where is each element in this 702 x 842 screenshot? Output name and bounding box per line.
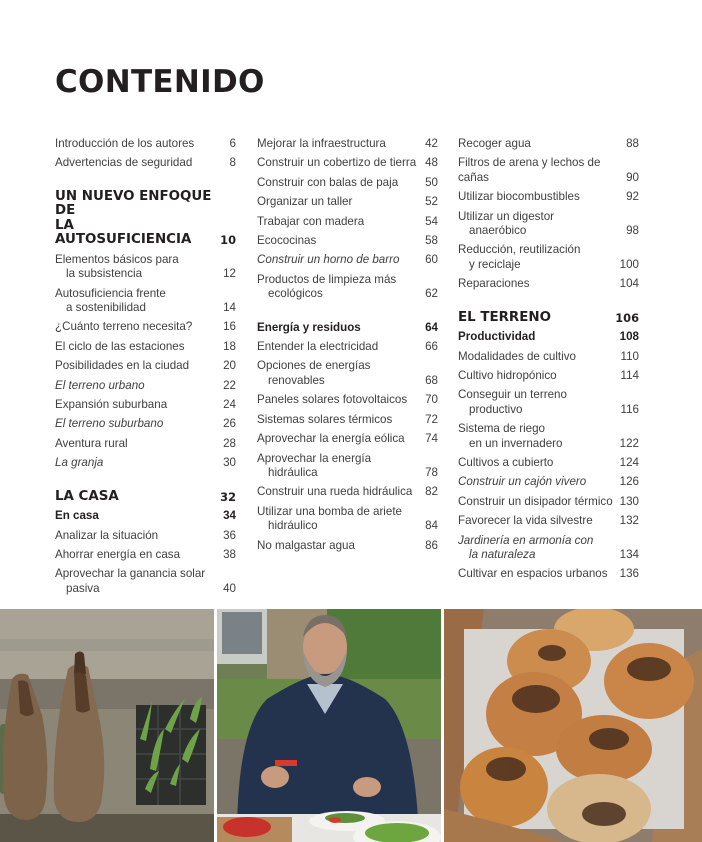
toc-entry-title-line1: Conseguir un terreno (458, 388, 567, 402)
toc-entry-title-line2: y reciclaje (469, 257, 521, 271)
toc-entry[interactable] (458, 534, 639, 563)
toc-page-number: 78 (425, 465, 438, 479)
toc-entry-title-line2: productivo (469, 402, 523, 416)
toc-entry-title-line1: En casa (55, 509, 99, 523)
toc-entry-title-line1: La granja (55, 456, 104, 470)
toc-entry-title (257, 234, 425, 248)
toc-entry-title-line1: Elementos básicos para (55, 252, 179, 266)
toc-entry[interactable] (55, 253, 236, 282)
toc-entry-title (458, 388, 621, 417)
toc-entry-title-line1: El ciclo de las estaciones (55, 339, 185, 353)
toc-entry[interactable] (458, 456, 639, 470)
toc-entry[interactable] (257, 273, 438, 302)
toc-entry-title (55, 156, 230, 170)
toc-page-number: 86 (425, 538, 438, 552)
toc-page-number: 24 (223, 398, 236, 412)
toc-entry[interactable] (257, 137, 438, 151)
section-spacer (55, 476, 236, 490)
toc-entry-title (55, 320, 223, 334)
toc-page-number: 124 (619, 456, 639, 469)
toc-page-number: 14 (223, 301, 236, 315)
toc-entry-title (458, 369, 621, 383)
toc-page-number: 90 (626, 170, 639, 184)
toc-page-number: 42 (425, 137, 438, 150)
toc-entry-title-line1: Cultivar en espacios urbanos (458, 567, 608, 581)
toc-entry-title (458, 456, 620, 470)
toc-entry-title (257, 215, 425, 229)
toc-page-number: 40 (223, 581, 236, 595)
toc-entry[interactable] (55, 137, 236, 151)
toc-entry-title-line1: Organizar un taller (257, 195, 353, 209)
toc-entry-title-line1: Recoger agua (458, 137, 531, 150)
toc-entry[interactable] (257, 215, 438, 229)
toc-entry[interactable] (55, 417, 236, 431)
toc-entry-title-line2: renovables (268, 373, 325, 387)
toc-entry-title-line1: Aprovechar la energía eólica (257, 432, 405, 446)
toc-entry-title (458, 350, 621, 364)
toc-page-number: 132 (619, 514, 639, 528)
toc-page-number: 20 (223, 359, 236, 373)
page-title: CONTENIDO (55, 64, 265, 100)
toc-entry[interactable] (458, 243, 639, 272)
toc-entry-title-line1: Reducción, reutilización (458, 243, 581, 257)
toc-page-number: 114 (620, 368, 639, 382)
toc-entry-title (257, 273, 425, 302)
toc-entry-title (55, 287, 223, 316)
toc-entry-title-line1: Construir con balas de paja (257, 175, 399, 189)
toc-entry[interactable] (458, 388, 639, 417)
toc-entry-title-line1: Modalidades de cultivo (458, 349, 576, 363)
toc-entry-title-line1: Cultivo hidropónico (458, 368, 557, 382)
toc-entry-title (257, 413, 425, 427)
toc-entry-title (458, 475, 620, 489)
toc-entry-title-line1: Expansión suburbana (55, 398, 168, 412)
toc-entry-title (55, 437, 223, 451)
toc-entry-title (55, 490, 220, 505)
toc-page-number: 50 (425, 175, 438, 189)
toc-entry[interactable] (55, 359, 236, 373)
toc-page-number: 60 (425, 253, 438, 267)
toc-page-number: 66 (425, 340, 438, 354)
toc-entry-title-line1: Introducción de los autores (55, 137, 195, 150)
toc-entry-title-line1: Construir un cobertizo de tierra (257, 156, 417, 170)
toc-page-number: 130 (619, 494, 639, 508)
toc-page-number: 36 (223, 528, 236, 542)
toc-entry-title-line1: Productos de limpieza más (257, 272, 397, 286)
toc-entry[interactable] (257, 195, 438, 209)
toc-entry-title (458, 210, 626, 239)
toc-entry[interactable] (458, 475, 639, 489)
toc-entry-title-line2: la subsistencia (66, 267, 143, 281)
toc-entry-title-line1: Ecococinas (257, 234, 317, 248)
toc-entry-title-line2: en un invernadero (469, 436, 563, 450)
toc-entry[interactable] (257, 176, 438, 190)
toc-entry[interactable] (257, 539, 438, 553)
bread-rolls-basket-photo (444, 609, 702, 842)
toc-entry-title (257, 340, 425, 354)
toc-page-number: 126 (619, 475, 639, 489)
toc-page-number: 122 (619, 436, 639, 450)
toc-entry-title (257, 393, 425, 407)
toc-page-number: 38 (223, 548, 236, 561)
toc-entry-title (257, 253, 425, 267)
boots-and-seedlings-photo (0, 609, 214, 842)
toc-entry[interactable] (458, 567, 639, 581)
toc-entry[interactable] (257, 505, 438, 534)
toc-page-number: 106 (615, 310, 639, 325)
toc-page-number: 6 (229, 137, 236, 150)
toc-entry-title-line1: No malgastar agua (257, 538, 355, 552)
toc-entry-title-line2: hidráulico (268, 519, 318, 533)
toc-entry[interactable] (55, 567, 236, 596)
toc-entry-title-line2: ecológicos (268, 287, 323, 301)
toc-page-number: 88 (626, 137, 639, 150)
photo-strip (0, 609, 702, 842)
toc-page-number: 48 (425, 156, 438, 170)
toc-entry-title (55, 509, 223, 523)
toc-entry-title-line1: Sistema de riego (458, 422, 545, 436)
section-spacer (257, 307, 438, 321)
toc-page-number: 28 (223, 436, 236, 450)
toc-entry[interactable] (55, 156, 236, 170)
toc-entry-title (257, 156, 425, 170)
toc-entry[interactable] (458, 137, 639, 151)
toc-column-1 (55, 137, 236, 601)
toc-entry-title-line1: Aventura rural (55, 436, 128, 450)
toc-entry[interactable] (458, 422, 639, 451)
toc-entry[interactable] (257, 340, 438, 354)
toc-page-number: 18 (223, 339, 236, 353)
toc-entry[interactable] (55, 320, 236, 334)
toc-entry-title-line2: anaeróbico (469, 224, 527, 238)
toc-entry-title (257, 195, 425, 209)
toc-page-number: 32 (220, 489, 236, 504)
toc-page-number: 74 (425, 432, 438, 446)
toc-entry-title (55, 548, 223, 562)
toc-entry-title-line1: EL TERRENO (458, 309, 551, 325)
toc-page-number: 134 (619, 548, 639, 562)
toc-section-heading[interactable] (55, 490, 236, 505)
toc-page-number: 62 (425, 287, 438, 301)
toc-page-number: 54 (425, 214, 438, 228)
toc-entry-title-line1: Construir un horno de barro (257, 253, 400, 267)
toc-entry-title-line1: Cultivos a cubierto (458, 456, 554, 469)
toc-page-number: 22 (223, 378, 236, 392)
toc-column-2 (257, 137, 438, 558)
toc-page-number: 108 (619, 330, 639, 344)
toc-entry-title-line1: Construir un cajón vivero (458, 475, 587, 489)
toc-entry[interactable] (55, 456, 236, 470)
toc-entry-title-line1: Construir un disipador térmico (458, 494, 613, 508)
toc-entry-title (458, 567, 620, 581)
toc-entry-title (55, 398, 223, 412)
toc-entry-title (55, 456, 223, 470)
toc-entry[interactable] (257, 485, 438, 499)
toc-entry-title (257, 321, 425, 335)
toc-entry-title (55, 567, 223, 596)
toc-entry-title-line2: la naturaleza (469, 548, 536, 562)
toc-entry[interactable] (458, 190, 639, 204)
toc-entry[interactable] (257, 413, 438, 427)
toc-entry-title-line1: Trabajar con madera (257, 214, 365, 228)
toc-page-number: 136 (619, 567, 639, 581)
toc-entry-title (458, 311, 615, 326)
toc-section-heading[interactable] (55, 190, 236, 248)
toc-entry-title (257, 137, 425, 151)
toc-entry-title (257, 505, 425, 534)
toc-subsection-heading[interactable] (55, 509, 236, 523)
toc-entry-title (458, 137, 626, 151)
toc-entry[interactable] (55, 398, 236, 412)
toc-entry-title (55, 253, 223, 282)
toc-entry-title (458, 534, 620, 563)
toc-entry[interactable] (55, 379, 236, 393)
toc-entry-title (458, 190, 626, 204)
toc-page-number: 12 (223, 267, 236, 281)
toc-entry-title-line1: Analizar la situación (55, 528, 159, 542)
toc-entry-title (458, 514, 620, 528)
toc-entry-title (55, 529, 223, 543)
toc-page-number: 58 (425, 234, 438, 248)
toc-entry-title-line1: Paneles solares fotovoltaicos (257, 393, 408, 407)
bearded-man-at-table-photo (217, 609, 441, 842)
toc-entry-title (55, 359, 223, 373)
toc-page-number: 104 (619, 277, 639, 291)
toc-entry-title-line1: Mejorar la infraestructura (257, 137, 386, 150)
toc-entry-title-line2: hidráulica (268, 465, 318, 479)
toc-entry-title-line1: Utilizar una bomba de ariete (257, 504, 403, 518)
toc-entry[interactable] (458, 495, 639, 509)
toc-entry-title-line1: UN NUEVO ENFOQUE DE (55, 188, 212, 219)
toc-entry-title (55, 190, 220, 248)
section-spacer (55, 176, 236, 190)
toc-entry[interactable] (458, 156, 639, 185)
toc-page-number: 8 (229, 156, 236, 170)
toc-entry-title (257, 452, 425, 481)
toc-entry-title-line1: El terreno suburbano (55, 417, 164, 431)
toc-entry[interactable] (55, 287, 236, 316)
toc-entry[interactable] (257, 452, 438, 481)
toc-page-number: 98 (626, 224, 639, 238)
toc-entry-title-line1: Utilizar un digestor (458, 209, 555, 223)
toc-entry-title-line1: Entender la electricidad (257, 340, 379, 354)
toc-entry-title-line1: Opciones de energías (257, 359, 371, 373)
toc-page-number: 64 (425, 320, 438, 334)
toc-entry-title (257, 539, 425, 553)
toc-entry-title-line1: ¿Cuánto terreno necesita? (55, 320, 193, 334)
toc-entry[interactable] (257, 156, 438, 170)
toc-entry-title-line1: Energía y residuos (257, 320, 361, 334)
toc-entry-title (257, 432, 425, 446)
section-spacer (458, 297, 639, 311)
toc-entry-title (257, 485, 425, 499)
toc-entry-title-line1: Advertencias de seguridad (55, 156, 193, 170)
toc-page-number: 116 (620, 402, 639, 416)
toc-entry-title (458, 495, 620, 509)
toc-page-number: 100 (619, 257, 639, 271)
toc-entry-title (257, 359, 425, 388)
toc-entry-title (458, 243, 620, 272)
toc-page-number: 26 (223, 417, 236, 431)
toc-page-number: 34 (223, 509, 236, 523)
toc-entry-title-line1: Favorecer la vida silvestre (458, 514, 593, 528)
toc-entry[interactable] (458, 369, 639, 383)
toc-entry-title (458, 422, 620, 451)
toc-entry[interactable] (55, 437, 236, 451)
toc-entry[interactable] (55, 548, 236, 562)
toc-entry-title (55, 340, 223, 354)
toc-entry-title-line1: Sistemas solares térmicos (257, 412, 393, 426)
toc-page-number: 72 (425, 412, 438, 426)
toc-page-number: 70 (425, 393, 438, 407)
toc-entry-title (458, 277, 620, 291)
toc-entry-title-line1: Filtros de arena y lechos de cañas (458, 156, 601, 184)
toc-section-heading[interactable] (458, 311, 639, 326)
toc-entry[interactable] (458, 210, 639, 239)
toc-page-number: 84 (425, 519, 438, 533)
toc-page-number: 30 (223, 456, 236, 470)
toc-entry[interactable] (257, 234, 438, 248)
toc-entry-title-line1: Autosuficiencia frente (55, 286, 166, 300)
toc-entry-title (55, 379, 223, 393)
toc-entry[interactable] (257, 432, 438, 446)
toc-entry-title-line1: Posibilidades en la ciudad (55, 359, 190, 373)
toc-page-number: 82 (425, 485, 438, 499)
toc-entry[interactable] (257, 393, 438, 407)
toc-entry[interactable] (458, 514, 639, 528)
toc-entry-title (55, 137, 230, 151)
toc-entry-title-line1: Ahorrar energía en casa (55, 548, 181, 561)
toc-entry-title (458, 156, 626, 185)
toc-entry-title-line1: Aprovechar la energía (257, 451, 372, 465)
toc-page-number: 68 (425, 373, 438, 387)
toc-entry[interactable] (458, 350, 639, 364)
toc-entry-title-line1: Utilizar biocombustibles (458, 190, 580, 204)
toc-page-number: 52 (425, 195, 438, 209)
toc-entry-title-line1: Construir una rueda hidráulica (257, 485, 413, 499)
toc-column-3 (458, 137, 639, 587)
toc-page-number: 16 (223, 320, 236, 334)
toc-entry[interactable] (257, 253, 438, 267)
toc-entry-title-line1: Reparaciones (458, 277, 530, 291)
toc-entry-title-line1: El terreno urbano (55, 378, 145, 392)
toc-entry-title (458, 330, 620, 344)
toc-subsection-heading[interactable] (257, 321, 438, 335)
toc-entry[interactable] (55, 340, 236, 354)
toc-entry[interactable] (55, 529, 236, 543)
toc-entry-title-line2: pasiva (66, 581, 100, 595)
toc-page-number: 92 (626, 190, 639, 204)
toc-entry-title-line2: LA AUTOSUFICIENCIA (55, 217, 192, 248)
toc-entry-title-line1: Productividad (458, 330, 536, 344)
toc-entry[interactable] (257, 359, 438, 388)
toc-subsection-heading[interactable] (458, 330, 639, 344)
toc-entry-title-line1: Aprovechar la ganancia solar (55, 567, 206, 581)
toc-entry-title-line1: LA CASA (55, 488, 119, 504)
toc-page-number: 10 (220, 233, 236, 248)
toc-entry-title (55, 417, 223, 431)
toc-page-number: 110 (620, 349, 639, 363)
toc-entry[interactable] (458, 277, 639, 291)
toc-entry-title (257, 176, 425, 190)
toc-entry-title-line2: a sostenibilidad (66, 301, 146, 315)
toc-entry-title-line1: Jardinería en armonía con (458, 533, 594, 547)
